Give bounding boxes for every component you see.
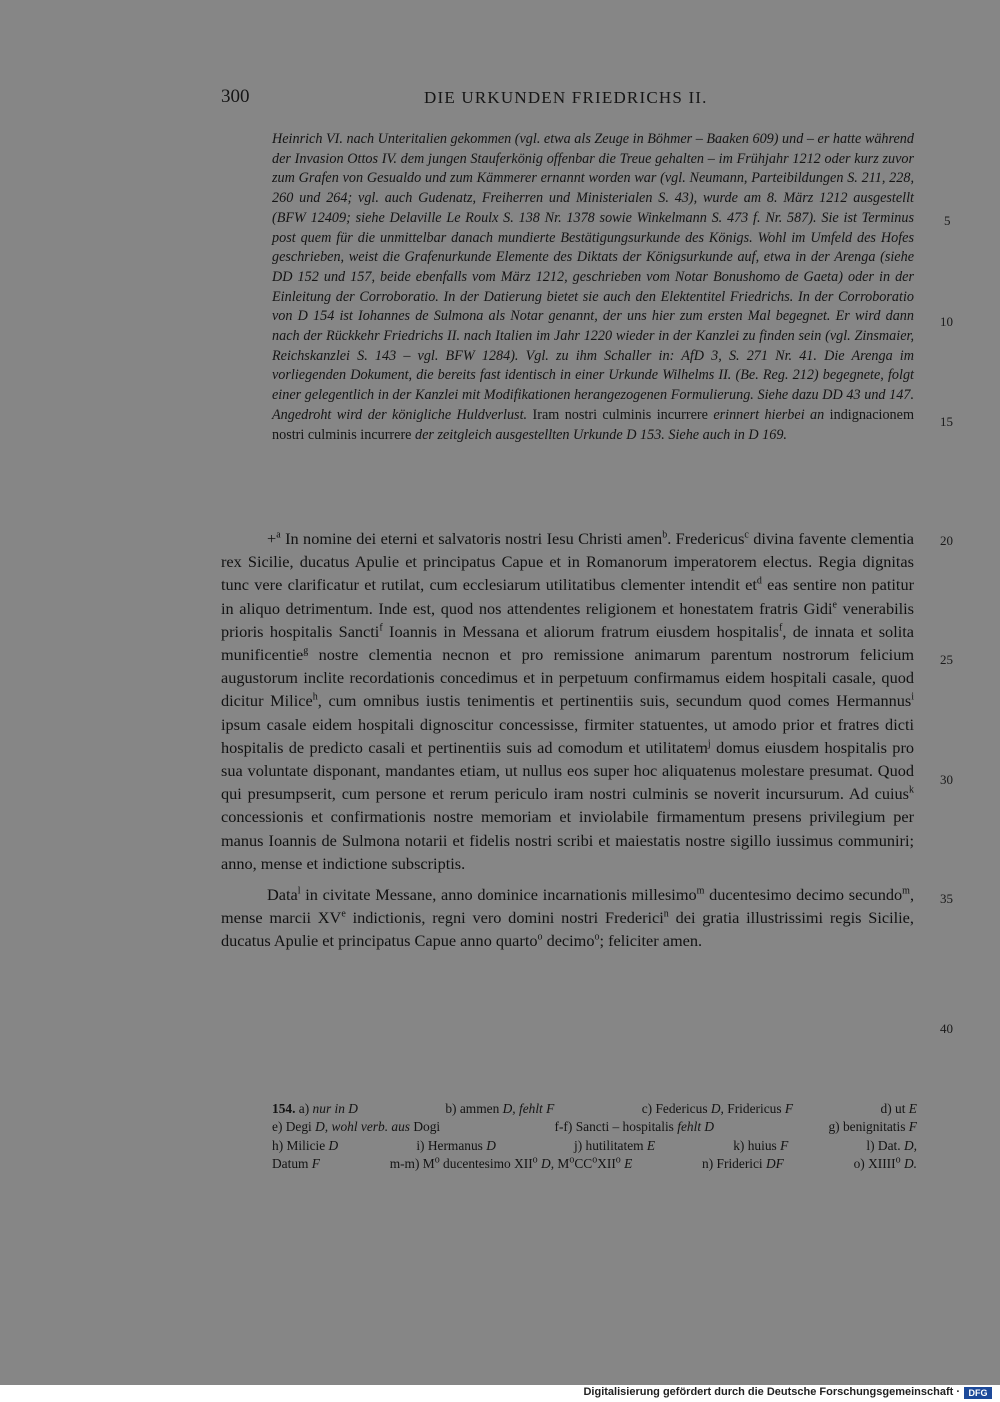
apparatus-entry	[272, 1137, 338, 1155]
footnote-marker: o	[615, 1154, 621, 1166]
apparatus-entry	[866, 1137, 917, 1155]
text-run: g) benignitatis	[828, 1119, 909, 1135]
text-run: F	[780, 1137, 789, 1153]
text-run: nur in D	[312, 1101, 358, 1116]
apparatus-entry	[272, 1100, 358, 1118]
text-run: , mense marcii XV	[221, 885, 915, 928]
text-run: eas sentire non patitur in aliquo detrimentum. Inde est, quod nos attendentes religionem et honestatem fratris Gidi	[221, 575, 915, 618]
line-number: 35	[940, 891, 953, 906]
text-run: D	[328, 1137, 339, 1153]
text-run: XII	[597, 1156, 616, 1172]
text-run: F	[908, 1119, 917, 1135]
footnote-marker: o	[537, 932, 543, 944]
footnote-marker: l	[297, 885, 301, 897]
text-run: Datum	[272, 1156, 312, 1172]
text-run: D, fehlt F	[502, 1101, 555, 1116]
apparatus-entry	[574, 1137, 655, 1155]
text-run: D	[486, 1137, 496, 1153]
text-run: n) Friderici	[702, 1156, 767, 1172]
dfg-logo: DFG	[964, 1387, 992, 1399]
footnote-marker: o	[569, 1154, 575, 1166]
line-number: 30	[940, 772, 953, 787]
text-run: indignacionem nostri culminis incurrere	[272, 406, 914, 443]
apparatus-entry	[416, 1137, 496, 1155]
footnote-marker: o	[895, 1154, 901, 1166]
text-run: a)	[295, 1101, 313, 1116]
text-run: D,	[541, 1156, 555, 1172]
text-run: D,	[903, 1137, 917, 1153]
page-number: 300	[221, 86, 250, 107]
text-run: dei gratia illustrissimi regis Sicilie, ducatus Apulie et principatus Capue anno quarto	[221, 908, 914, 951]
text-run: F	[784, 1101, 794, 1116]
text-run: D, wohl verb. aus	[315, 1119, 410, 1135]
text-run: +	[267, 529, 277, 548]
charter-dating-paragraph	[221, 883, 914, 953]
footnote-marker: c	[744, 529, 749, 541]
text-run: E	[646, 1137, 656, 1153]
text-run: Iram nostri culminis incurrere	[527, 406, 714, 423]
footnote-marker: g	[303, 645, 309, 657]
line-number: 40	[940, 1021, 953, 1036]
text-run: erinnert hierbei an	[713, 406, 825, 423]
text-run: F	[311, 1156, 320, 1172]
footnote-marker: f	[778, 622, 783, 634]
text-run: ; feliciter amen.	[599, 931, 703, 951]
text-run: ducentesimo XII	[439, 1156, 533, 1172]
text-run: c) Federicus	[641, 1101, 711, 1116]
apparatus-entry	[390, 1155, 633, 1173]
text-run: . Fredericus	[667, 529, 745, 548]
apparatus-entry	[733, 1137, 788, 1155]
text-run: b) ammen	[445, 1101, 503, 1116]
line-number: 20	[940, 533, 953, 548]
line-number: 25	[940, 652, 953, 667]
text-run: ducentesimo decimo secundo	[704, 885, 903, 905]
footnote-marker: d	[756, 575, 762, 587]
footnote-marker: h	[312, 692, 318, 703]
footnote-marker: j	[707, 738, 711, 750]
commentary-paragraph	[272, 130, 914, 445]
text-run: decimo	[542, 931, 595, 951]
apparatus-line	[272, 1137, 917, 1155]
text-run: h) Milicie	[272, 1137, 329, 1153]
text-run: In nomine dei eterni et salvatoris nostri Iesu Christi amen	[280, 529, 663, 548]
text-run: , de innata et solita munificentie	[221, 621, 914, 665]
footnote-marker: b	[662, 529, 668, 541]
footnote-marker: m	[696, 885, 705, 897]
text-run: l) Dat.	[866, 1137, 904, 1153]
text-run: Heinrich VI. nach Unteritalien gekommen (vgl. etwa als Zeuge in Böhmer – Baaken 609) und – er hatte während der Invasion Ottos IV. dem jungen Stauferkönig offenbar die Treue gehalten – im Frühjahr 1212 oder kurz zuvor zum Grafen von Gesualdo und zum Kämmerer ernannt worden war (vgl. Neumann, Parteibildungen S. 211, 228, 260 und 264; vgl. auch Gudenatz, Freiherren und Ministerialen S. 43), wurde am 8. März 1212 ausgestellt (BFW 12409; siehe Delaville Le Roulx S. 138 Nr. 1378 sowie Winkelmann S. 473 f. Nr. 587). Sie ist Terminus post quem für die unmittelbar danach mundierte Bestätigungsurkunde des Königs. Wohl im Umfeld des Hofes geschrieben, weist die Grafenurkunde Elemente des Diktats der Königsurkunde auf, etwa in der Arenga (siehe DD 152 und 157, beide ebenfalls vom März 1212, geschrieben vom Notar Bonushomo de Gaeta) oder in der Einleitung der Corroboratio. In der Datierung bietet sie auch den Elektentitel Friedrichs. In der Corroboratio von D 154 ist Iohannes de Sulmona als Notar genannt, der uns hier zum ersten Mal begegnet. Er wird dann nach der Rückkehr Friedrichs II. nach Italien im Jahr 1220 wieder in der Kanzlei zu finden sein (vgl. Zinsmaier, Reichskanzlei S. 143 – vgl. BFW 1284). Vgl. zu ihm Schaller in: AfD 3, S. 271 Nr. 41. Die Arenga im vorliegenden Dokument, die bereits fast identisch in einer Urkunde Wilhelms II. (Be. Reg. 212) begegnete, folgt einer gelegentlich in der Kanzlei mit Modifikationen herangezogenen Formulierung. Siehe dazu DD 43 und 147. Angedroht wird der königliche Huldverlust.	[272, 131, 914, 423]
text-run: , cum omnibus iustis tenimentis et pertinentiis suis, secundum quod comes Hermannus	[317, 691, 912, 711]
text-run: ipsum casale eidem hospitali dignoscitur concessisse, firmiter statuentes, ut amodo prior et fratres dicti hospitalis de predicto casali et pertinentiis suis ad comodum et utilitatem	[221, 714, 914, 757]
footnote-marker: o	[532, 1154, 538, 1166]
text-run: 154.	[272, 1101, 296, 1116]
text-run: i) Hermanus	[416, 1137, 487, 1153]
text-run: der zeitgleich ausgestellten Urkunde D 153. Siehe auch in D 169.	[415, 426, 787, 443]
text-run: Ioannis in Messana et aliorum fratrum eiusdem hospitalis	[382, 621, 779, 641]
text-run: Dogi	[410, 1119, 441, 1135]
text-run: E	[908, 1101, 917, 1116]
text-run: nostre clementia necnon et pro remissione animarum parentum nostrorum felicium augustorum inclite recordationis concedimus et in perpetuum confirmamus eidem hospitali casale, quod dicitur Milice	[221, 645, 914, 711]
text-run: Fridericus	[723, 1101, 785, 1116]
footnote-marker: o	[592, 1154, 598, 1166]
apparatus-entry	[445, 1100, 554, 1118]
apparatus-entry	[854, 1155, 917, 1173]
apparatus-entry	[272, 1155, 320, 1173]
apparatus-entry	[555, 1118, 715, 1136]
text-run: j) hutilitatem	[574, 1137, 647, 1153]
text-run: domus eiusdem hospitalis pro sua voluntate disponant, mandantes etiam, ut nullus eos super hoc aliquatenus molestare presumat. Quod qui presumpserit, cum persone et rerum periculo iram nostri culminis se noverit incursurum. Ad cuius	[221, 737, 915, 804]
footnote-marker: o	[594, 932, 600, 944]
footnote-marker: e	[341, 908, 346, 920]
text-run: m-m) M	[389, 1156, 435, 1172]
text-run: venerabilis prioris hospitalis Sancti	[221, 598, 915, 641]
apparatus-entry	[828, 1118, 917, 1136]
text-run: D.	[903, 1156, 917, 1172]
line-number: 5	[944, 213, 951, 228]
line-number: 15	[940, 414, 953, 429]
text-run: indictionis, regni vero domini nostri Frederici	[345, 908, 664, 928]
critical-apparatus	[272, 1100, 917, 1174]
line-number: 10	[940, 314, 953, 329]
text-run: divina favente clementia rex Sicilie, ducatus Apulie et principatus Capue et in Romanorum imperatorem electus. Regia dignitas tunc vere clarificatur et rutilat, cum ecclesiarum utilitatibus clementer intendit et	[221, 529, 915, 595]
apparatus-line	[272, 1100, 917, 1118]
text-run: D,	[710, 1101, 724, 1116]
text-run: d) ut	[880, 1101, 909, 1116]
apparatus-entry	[881, 1100, 917, 1118]
text-run: Data	[267, 885, 298, 905]
apparatus-line	[272, 1118, 917, 1136]
charter-body-paragraph	[221, 527, 914, 875]
dfg-credit-line: Digitalisierung gefördert durch die Deutsche Forschungsgemeinschaft ·	[583, 1386, 960, 1398]
text-run: CC	[574, 1156, 593, 1172]
apparatus-entry	[642, 1100, 793, 1118]
text-run: k) huius	[733, 1137, 781, 1153]
footnote-marker: n	[663, 908, 669, 920]
charter-text	[221, 527, 914, 953]
footnote-marker: o	[434, 1154, 440, 1166]
text-run: f-f) Sancti – hospitalis	[554, 1119, 678, 1135]
text-run: in civitate Messane, anno dominice incarnationis millesimo	[300, 885, 697, 905]
text-run: concessionis et confirmationis nostre memoriam et inviolabile firmamentum presens privilegium per manus Ioannis de Sulmona notarii et fidelis nostri scribi et maiestatis nostre sigillo iussimus communiri; anno, mense et indictione subscriptis.	[221, 807, 914, 873]
text-run: E	[624, 1156, 633, 1172]
text-run: M	[554, 1156, 570, 1172]
apparatus-line	[272, 1155, 917, 1173]
footnote-marker: a	[276, 529, 281, 541]
footnote-marker: e	[832, 599, 837, 611]
apparatus-entry	[702, 1155, 784, 1173]
apparatus-entry	[272, 1118, 440, 1136]
running-title: DIE URKUNDEN FRIEDRICHS II.	[424, 88, 708, 107]
text-run: o) XIIII	[853, 1156, 896, 1172]
footnote-marker: i	[911, 692, 914, 703]
footnote-marker: m	[902, 885, 910, 897]
footnote-marker: k	[909, 784, 914, 796]
text-run: DF	[766, 1156, 784, 1172]
text-run: fehlt D	[677, 1119, 715, 1135]
text-run: e) Degi	[272, 1119, 316, 1135]
footnote-marker: f	[379, 622, 383, 634]
